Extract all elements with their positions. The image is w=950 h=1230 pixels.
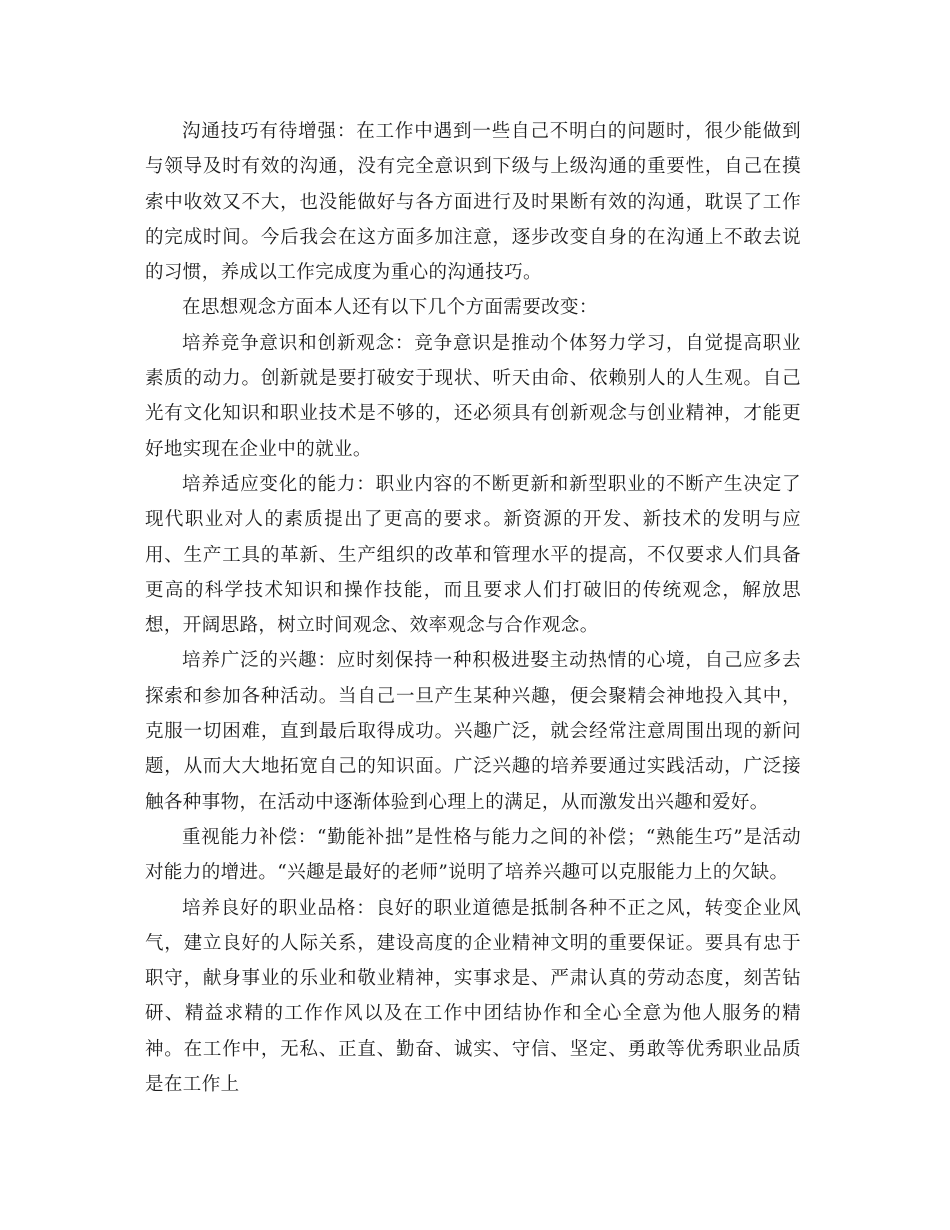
paragraph-mindset-intro: 在思想观念方面本人还有以下几个方面需要改变： xyxy=(182,297,598,319)
paragraph-ability-compensation: 重视能力补偿：“勤能补拙”是性格与能力之间的补偿；“熟能生巧”是活动对能力的增进。“兴趣是最好的老师”说明了培养兴趣可以克服能力上的欠缺。 xyxy=(145,826,801,884)
paragraph-communication-skills: 沟通技巧有待增强：在工作中遇到一些自己不明白的问题时，很少能做到与领导及时有效的沟通，没有完全意识到下级与上级沟通的重要性，自己在摸索中收效又不大，也没能做好与各方面进行及时果断有效的沟通，耽误了工作的完成时间。今后我会在这方面多加注意，逐步改变自身的在沟通上不敢去说的习惯，养成以工作完成度为重心的沟通技巧。 xyxy=(145,121,801,284)
paragraph-adaptability: 培养适应变化的能力：职业内容的不断更新和新型职业的不断产生决定了现代职业对人的素质提出了更高的要求。新资源的开发、新技术的发明与应用、生产工具的革新、生产组织的改革和管理水平的提高，不仅要求人们具备更高的科学技术知识和操作技能，而且要求人们打破旧的传统观念，解放思想，开阔思路，树立时间观念、效率观念与合作观念。 xyxy=(145,473,801,637)
document-body xyxy=(145,114,801,1102)
paragraph-broad-interests: 培养广泛的兴趣：应时刻保持一种积极进娶主动热情的心境，自己应多去探索和参加各种活动。当自己一旦产生某种兴趣，便会聚精会神地投入其中，克服一切困难，直到最后取得成功。兴趣广泛，就会经常注意周围出现的新问题，从而大大地拓宽自己的知识面。广泛兴趣的培养要通过实践活动，广泛接触各种事物，在活动中逐渐体验到心理上的满足，从而激发出兴趣和爱好。 xyxy=(145,650,801,813)
paragraph-competition-innovation: 培养竞争意识和创新观念：竞争意识是推动个体努力学习，自觉提高职业素质的动力。创新就是要打破安于现状、听天由命、依赖别人的人生观。自己光有文化知识和职业技术是不够的，还必须具有创新观念与创业精神，才能更好地实现在企业中的就业。 xyxy=(145,332,801,460)
paragraph-professional-character: 培养良好的职业品格：良好的职业道德是抵制各种不正之风，转变企业风气，建立良好的人际关系，建设高度的企业精神文明的重要保证。要具有忠于职守，献身事业的乐业和敬业精神，实事求是、严肃认真的劳动态度，刻苦钻研、精益求精的工作作风以及在工作中团结协作和全心全意为他人服务的精神。在工作中，无私、正直、勤奋、诚实、守信、坚定、勇敢等优秀职业品质是在工作上 xyxy=(145,897,801,1096)
